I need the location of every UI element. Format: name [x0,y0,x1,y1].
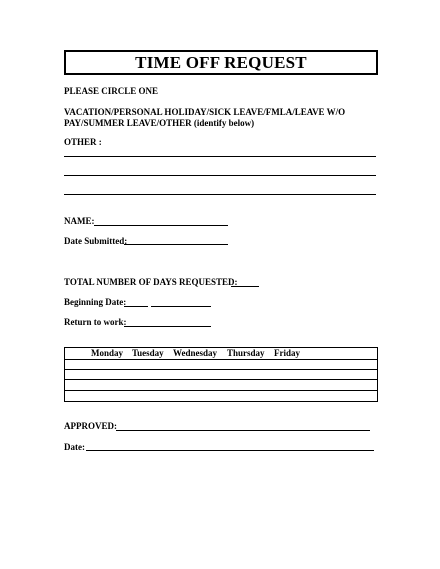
other-line-3[interactable] [64,194,376,195]
other-line-2[interactable] [64,175,376,176]
title-box [64,50,378,75]
day-tuesday: Tuesday [132,348,164,358]
circle-instruction: PLEASE CIRCLE ONE [64,86,159,96]
date-submitted-field[interactable] [124,244,228,245]
total-days-field[interactable] [231,286,259,287]
day-thursday: Thursday [227,348,265,358]
table-row-divider [65,359,377,360]
leave-options-line2: PAY/SUMMER LEAVE/OTHER (identify below) [64,118,255,128]
weekday-table [64,347,378,402]
other-label: OTHER : [64,137,102,147]
day-friday: Friday [274,348,300,358]
table-row-divider [65,369,377,370]
total-days-label: TOTAL NUMBER OF DAYS REQUESTED: [64,277,238,287]
day-wednesday: Wednesday [173,348,218,358]
leave-options-line1: VACATION/PERSONAL HOLIDAY/SICK LEAVE/FMLA/LEAVE W/O [64,107,346,117]
date-field[interactable] [86,450,374,451]
form-title: TIME OFF REQUEST [135,52,307,72]
date-label: Date: [64,442,85,452]
beginning-date-field-1[interactable] [124,306,148,307]
day-monday: Monday [91,348,124,358]
beginning-date-label: Beginning Date: [64,297,127,307]
approved-field[interactable] [116,430,370,431]
approved-label: APPROVED: [64,421,117,431]
table-row-divider [65,390,377,391]
table-row-divider [65,379,377,380]
beginning-date-field-2[interactable] [151,306,211,307]
name-label: NAME: [64,216,95,226]
date-submitted-label: Date Submitted: [64,236,128,246]
name-field[interactable] [94,225,228,226]
other-line-1[interactable] [64,156,376,157]
return-to-work-label: Return to work: [64,317,127,327]
return-to-work-field[interactable] [124,326,211,327]
